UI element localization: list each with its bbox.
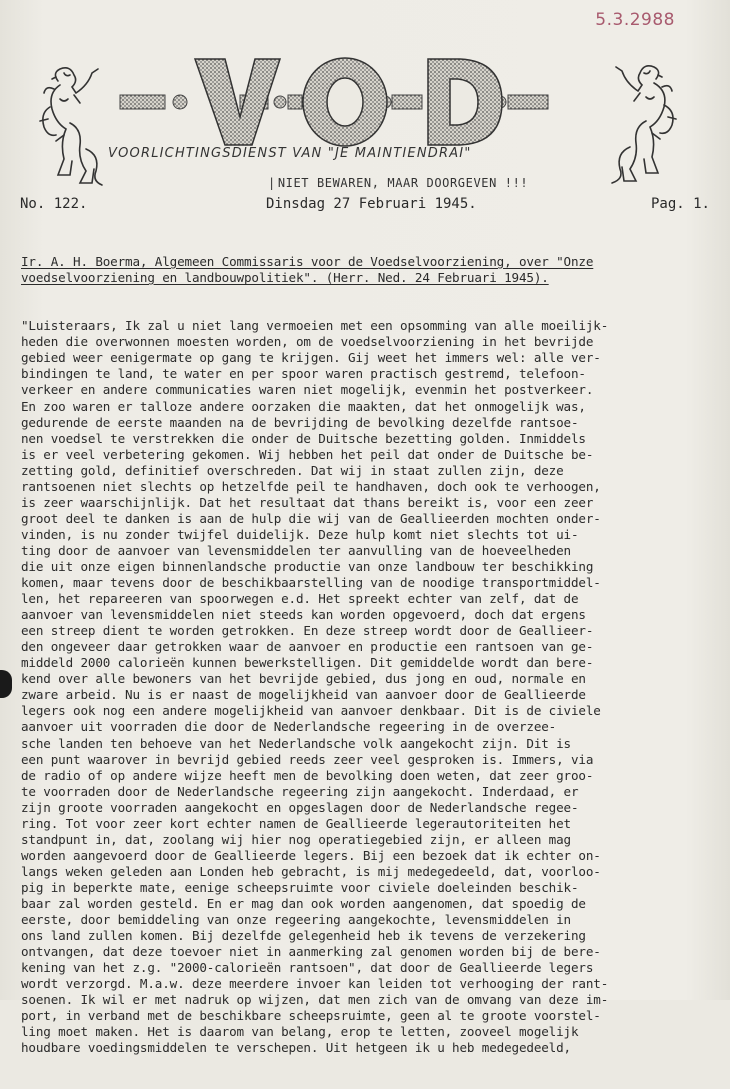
body-line: len, het repareeren van spoorwegen e.d. Het spreekt echter van zelf, dat de bbox=[21, 591, 579, 607]
heading-line: Ir. A. H. Boerma, Algemeen Commissaris voor de Voedselvoorziening, over "Onze bbox=[21, 254, 594, 270]
body-line: ting door de aanvoer van levensmiddelen ter aanvulling van de hoeveelheden bbox=[21, 542, 571, 558]
page-number: Pag. 1. bbox=[650, 196, 710, 212]
heraldic-lion-left bbox=[30, 63, 110, 191]
punch-hole bbox=[0, 670, 12, 698]
body-line: een punt waarover in bevrijd gebied reeds zeer veel gesproken is. Immers, via bbox=[21, 751, 594, 767]
body-line: En zoo waren er talloze andere oorzaken die maakten, dat het onmogelijk was, bbox=[21, 398, 586, 414]
body-line: soenen. Ik wil er met nadruk op wijzen, dat men zich van de omvang van deze im- bbox=[21, 992, 609, 1008]
body-line: die uit onze eigen binnenlandsche productie van onze landbouw ter beschikking bbox=[21, 558, 594, 574]
body-line: pig in beperkte mate, eenige scheepsruimte voor civiele doeleinden beschik- bbox=[21, 879, 579, 895]
circulation-notice: | NIET BEWAREN, MAAR DOORGEVEN !!! bbox=[268, 176, 528, 190]
article-heading bbox=[21, 254, 713, 286]
body-line: groot deel te danken is aan de hulp die wij van de Geallieerden mochten onder- bbox=[21, 510, 601, 526]
body-line: vinden, is nu zonder twijfel duidelijk. Deze hulp komt niet slechts tot ui- bbox=[21, 526, 579, 542]
body-line: gedurende de eerste maanden na de bevrijding de bevolking dezelfde rantsoe- bbox=[21, 414, 579, 430]
body-line: ring. Tot voor zeer kort echter namen de Geallieerde legerautoriteiten het bbox=[21, 815, 571, 831]
body-line: middeld 2000 calorieën kunnen bewerkstelligen. Dit gemiddelde wordt dan bere- bbox=[21, 655, 594, 671]
body-line: ontvangen, dat deze toevoer niet in aanmerking zal genomen worden bij de bere- bbox=[21, 944, 601, 960]
body-line: kening van het z.g. "2000-calorieën rantsoen", dat door de Geallieerde legers bbox=[21, 960, 594, 976]
issue-date: Dinsdag 27 Februari 1945. bbox=[266, 196, 477, 212]
body-line: kend over alle bewoners van het bevrijde gebied, dus jong en oud, normale en bbox=[21, 671, 586, 687]
body-line: heden die overwonnen moesten worden, om de voedselvoorziening in het bevrijde bbox=[21, 334, 594, 350]
archive-pencil-mark: 5.3.2988 bbox=[595, 10, 675, 30]
body-line: worden aangevoerd door de Geallieerde legers. Bij een bezoek dat ik echter on- bbox=[21, 847, 601, 863]
body-line: rantsoenen niet slechts op hetzelfde peil te handhaven, doch ook te verhoogen, bbox=[21, 478, 601, 494]
issue-number: No. 122. bbox=[20, 196, 88, 212]
body-line: te voorraden door de Nederlandsche regeering zijn aangekocht. Inderdaad, er bbox=[21, 783, 579, 799]
body-line: is zeer waarschijnlijk. Dat het resultaat dat thans bereikt is, voor een zeer bbox=[21, 494, 594, 510]
body-line: langs weken geleden aan Londen heb gebracht, is mij medegedeeld, dat, voorloo- bbox=[21, 863, 601, 879]
article-text bbox=[21, 222, 713, 1089]
body-line: den ongeveer daar getrokken waar de aanvoer en productie een rantsoen van ge- bbox=[21, 639, 594, 655]
body-line: port, in verband met de beschikbare scheepsruimte, geen al te groote voorstel- bbox=[21, 1008, 601, 1024]
body-line: ling moet maken. Het is daarom van belang, erop te letten, zooveel mogelijk bbox=[21, 1024, 579, 1040]
heading-line: voedselvoorziening en landbouwpolitiek". (Herr. Ned. 24 Februari 1945). bbox=[21, 270, 549, 286]
masthead-subtitle: VOORLICHTINGSDIENST VAN "JE MAINTIENDRAI" bbox=[108, 146, 472, 161]
body-line: zijn groote voorraden aangekocht en opgeslagen door de Nederlandsche regee- bbox=[21, 799, 579, 815]
body-line: wordt verzorgd. M.a.w. deze meerdere invoer kan leiden tot verhooging der rant- bbox=[21, 976, 609, 992]
body-line: eerste, door bemiddeling van onze regeering aangekochte, levensmiddelen in bbox=[21, 912, 571, 928]
body-line: de radio of op andere wijze heeft men de bevolking doen weten, dat zeer groo- bbox=[21, 767, 594, 783]
body-line: is er veel verbetering gekomen. Wij hebben het peil dat onder de Duitsche be- bbox=[21, 446, 594, 462]
heraldic-lion-right bbox=[602, 61, 692, 191]
body-line: aanvoer van levensmiddelen niet steeds kan worden opgevoerd, doch dat ergens bbox=[21, 607, 586, 623]
body-line: houdbare voedingsmiddelen te verschepen. Uit hetgeen ik u heb medegedeeld, bbox=[21, 1040, 571, 1056]
body-line: zetting gold, definitief overschreden. Dat wij in staat zullen zijn, deze bbox=[21, 462, 564, 478]
article-body bbox=[21, 318, 713, 1056]
body-line: aanvoer uit voorraden die door de Nederlandsche regeering in de overzee- bbox=[21, 719, 557, 735]
masthead bbox=[30, 55, 710, 190]
body-line: ons land zullen komen. Bij dezelfde gelegenheid heb ik tevens de verzekering bbox=[21, 928, 586, 944]
body-line: komen, maar tevens door de beschikbaarstelling van de noodige transportmiddel- bbox=[21, 575, 601, 591]
body-line: gebied weer eenigermate op gang te krijgen. Gij weet het immers wel: alle ver- bbox=[21, 350, 601, 366]
body-line: verkeer en andere communicaties waren niet mogelijk, evenmin het postverkeer. bbox=[21, 382, 594, 398]
body-line: standpunt in, dat, zoolang wij hier nog operatiegebied zijn, er alleen mag bbox=[21, 831, 571, 847]
body-line: legers ook nog een andere mogelijkheid van aanvoer denkbaar. Dit is de civiele bbox=[21, 703, 601, 719]
body-line: sche landen ten behoeve van het Nederlandsche volk aangekocht zijn. Dit is bbox=[21, 735, 571, 751]
body-line: "Luisteraars, Ik zal u niet lang vermoeien met een opsomming van alle moeilijk- bbox=[21, 318, 609, 334]
body-line: bindingen te land, te water en per spoor waren practisch gestremd, telefoon- bbox=[21, 366, 586, 382]
body-line: baar zal worden gesteld. En er mag dan ook worden aangenomen, dat spoedig de bbox=[21, 895, 586, 911]
body-line: zware arbeid. Nu is er naast de mogelijkheid van aanvoer door de Geallieerde bbox=[21, 687, 586, 703]
body-line: een streep dient te worden getrokken. En deze streep wordt door de Geallieer- bbox=[21, 623, 594, 639]
body-line: nen voedsel te verstrekken die onder de Duitsche bezetting golden. Inmiddels bbox=[21, 430, 586, 446]
